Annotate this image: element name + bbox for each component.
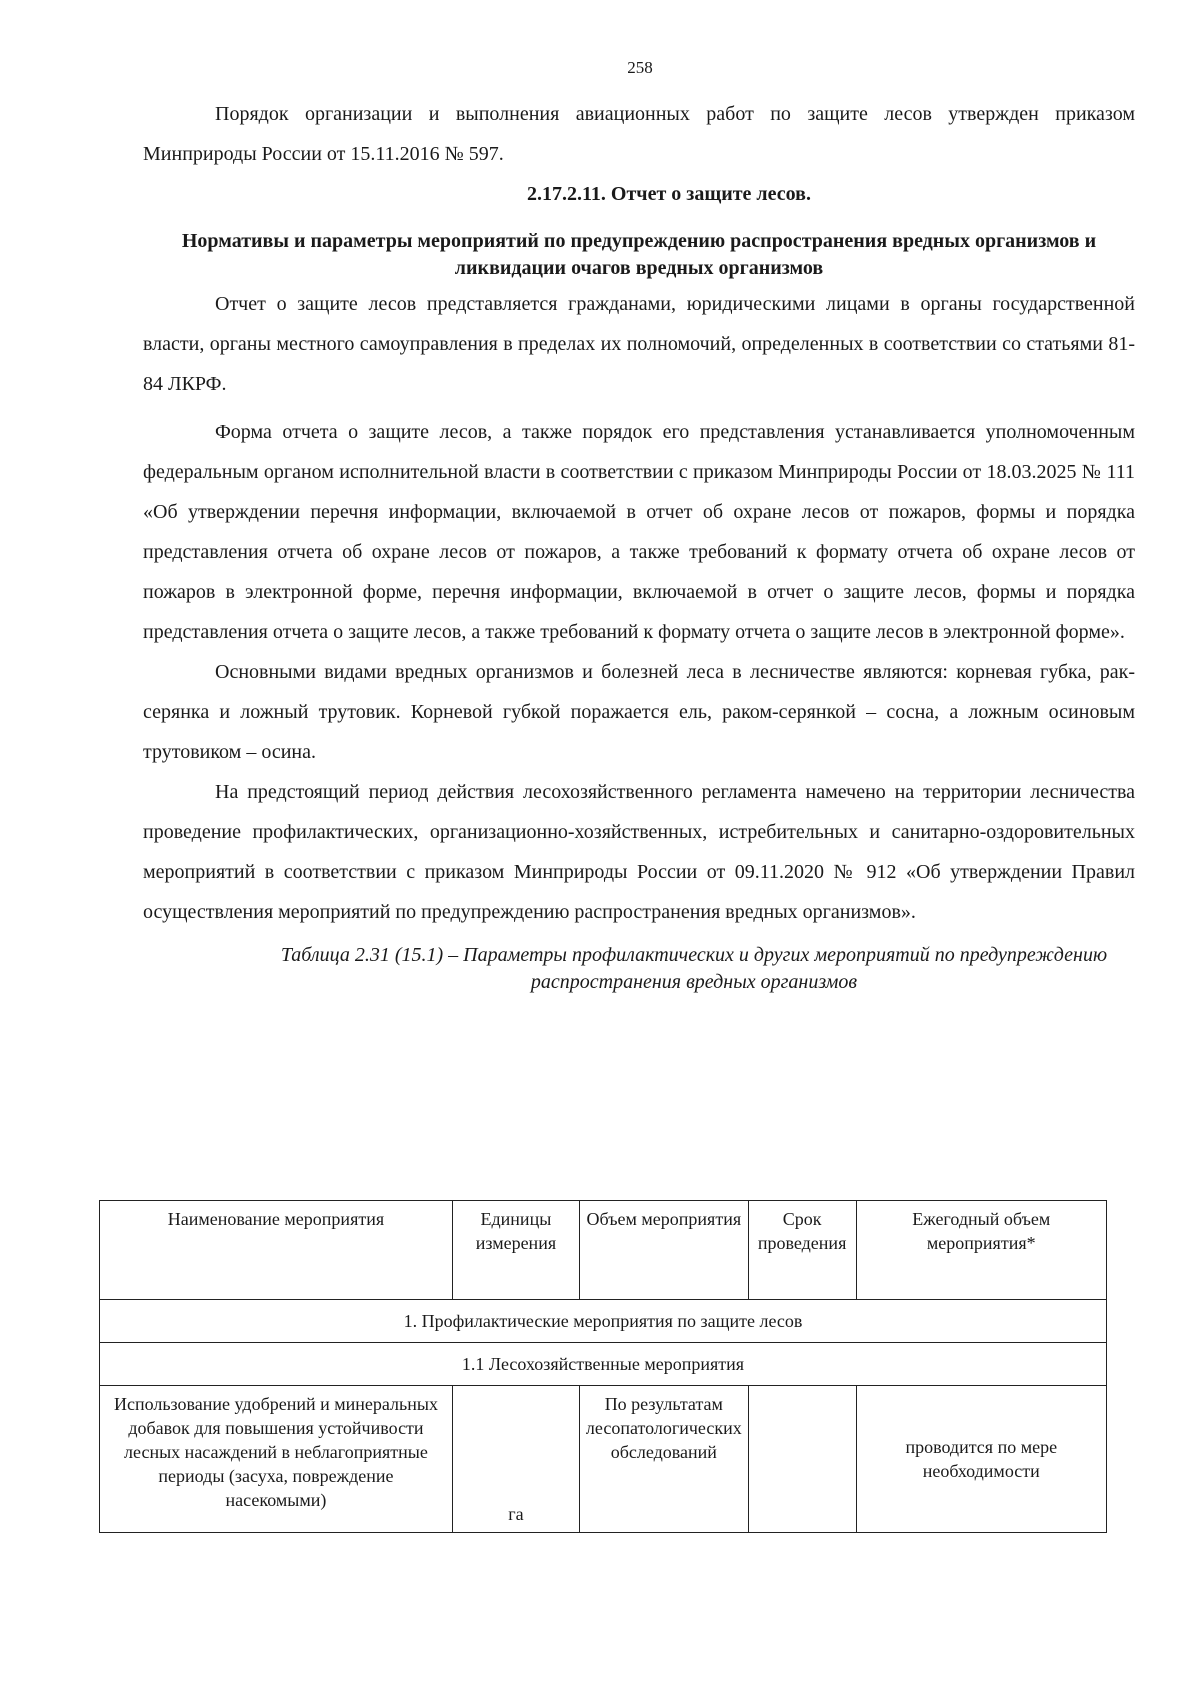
table-caption: Таблица 2.31 (15.1) – Параметры профилактических и других мероприятий по предупреждению распространения вредных организмов — [280, 944, 1108, 993]
table-group-row — [100, 1300, 1107, 1343]
subheading-norms: Нормативы и параметры мероприятий по предупреждению распространения вредных организмов и ликвидации очагов вредных организмов — [181, 230, 1097, 279]
paragraph-planned-measures: На предстоящий период действия лесохозяйственного регламента намечено на территории лесничества проведение профилактических, организационно-хозяйственных, истребительных и санитарно-оздоровительных мероприятий в соответствии с приказом Минприроды России от 09.11.2020 № 912 «Об утверждении Правил осуществления мероприятий по предупреждению распространения вредных организмов». — [143, 781, 1135, 923]
table-subgroup-row — [100, 1343, 1107, 1386]
table-header-row — [100, 1201, 1107, 1300]
paragraph-pest-types: Основными видами вредных организмов и болезней леса в лесничестве являются: корневая губка, рак-серянка и ложный трутовик. Корневой губкой поражается ель, раком-серянкой – сосна, а ложным осиновым трутовиком – осина. — [143, 661, 1135, 763]
paragraph-report-form: Форма отчета о защите лесов, а также порядок его представления устанавливается уполномоченным федеральным органом исполнительной власти в соответствии с приказом Минприроды России от 18.03.2025 № 111 «Об утверждении перечня информации, включаемой в отчет об охране лесов от пожаров, формы и порядка представления отчета об охране лесов от пожаров, а также требований к формату отчета об охране лесов от пожаров в электронной форме, перечня информации, включаемой в отчет о защите лесов, формы и порядка представления отчета о защите лесов, а также требований к формату отчета о защите лесов в электронной форме». — [143, 421, 1135, 643]
page-content — [143, 94, 1135, 1002]
header-units: Единицы измерения — [452, 1201, 579, 1300]
header-measure-name: Наименование мероприятия — [100, 1201, 453, 1300]
header-term: Срок проведения — [748, 1201, 856, 1300]
section-title: 2.17.2.11. Отчет о защите лесов. — [527, 183, 811, 205]
group-forestry-measures: 1.1 Лесохозяйственные мероприятия — [100, 1343, 1107, 1386]
cell-measure-name: Использование удобрений и минеральных добавок для повышения устойчивости лесных насаждений в неблагоприятные периоды (засуха, повреждение насекомыми) — [100, 1386, 453, 1533]
paragraph-report-submission: Отчет о защите лесов представляется гражданами, юридическими лицами в органы государственной власти, органы местного самоуправления в пределах их полномочий, определенных в соответствии со статьями 81-84 ЛКРФ. — [143, 293, 1135, 395]
cell-annual-volume: проводится по мере необходимости — [856, 1386, 1106, 1533]
table-row — [100, 1386, 1107, 1533]
cell-volume: По результатам лесопатологических обследований — [579, 1386, 748, 1533]
header-annual-volume: Ежегодный объем мероприятия* — [856, 1201, 1106, 1300]
group-preventive-measures: 1. Профилактические мероприятия по защите лесов — [100, 1300, 1107, 1343]
cell-unit: га — [452, 1386, 579, 1533]
header-volume: Объем мероприятия — [579, 1201, 748, 1300]
paragraph-aviation-works: Порядок организации и выполнения авиационных работ по защите лесов утвержден приказом Минприроды России от 15.11.2016 № 597. — [143, 103, 1135, 165]
page-number: 258 — [627, 58, 653, 77]
cell-term — [748, 1386, 856, 1533]
parameters-table — [99, 1200, 1107, 1533]
